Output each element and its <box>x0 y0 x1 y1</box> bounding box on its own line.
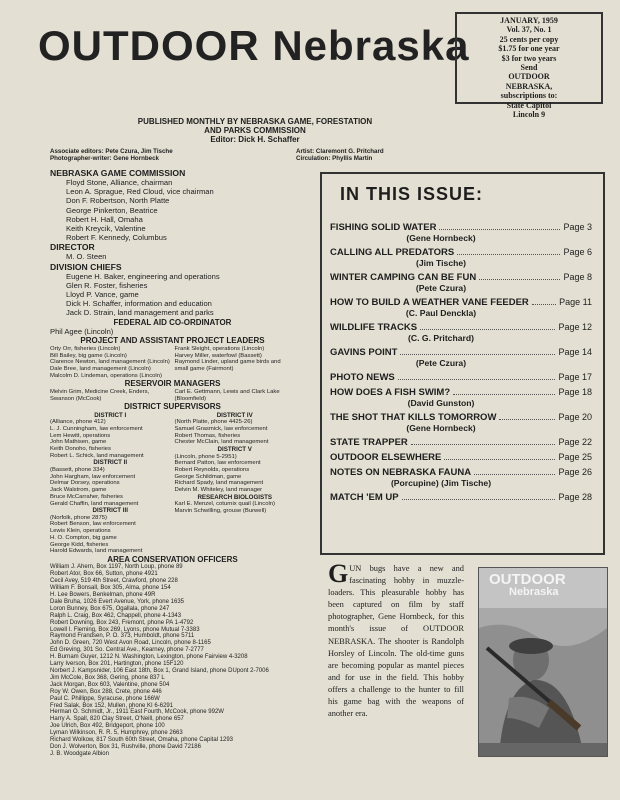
districts-left <box>50 412 171 555</box>
division-chief: Jack D. Strain, land management and parks <box>66 308 214 318</box>
info-line: Lincoln 9 <box>512 110 546 120</box>
toc-row <box>330 437 592 448</box>
cover-story-dropcap: G <box>328 559 349 588</box>
director-heading: DIRECTOR <box>50 242 95 253</box>
district-member: George Kidd, fisheries <box>50 541 109 548</box>
cover-story-text <box>328 559 464 720</box>
toc-row <box>330 492 592 503</box>
in-this-issue-rule <box>320 172 322 555</box>
conservation-officer: Harry A. Spall, 820 Clay Street, O'Neill, phone 657 <box>50 716 184 723</box>
toc-author: (C. G. Pritchard) <box>408 333 474 343</box>
conservation-officer: Ralph L. Craig, Box 462, Chappell, phone 4-1343 <box>50 612 182 619</box>
conservation-officer: Lyman Wilkinson, R. R. 5, Humphrey, phone 2663 <box>50 730 183 737</box>
cover-story-body: UN bugs have a new and fascinating hobby in muzzle-loaders. This pleasurable hobby has been captured on film by staff photographer, Gene Hornbeck, for this month's issue of OUTDOOR NEBRASKA. The shooter is Randolph Horsley of Lincoln. The old-time guns are becoming popular as mantel pieces and for use in the field. This hobby offers a challenge to the hunter to fill his game bag with the weapons of another era. <box>328 564 464 719</box>
info-line: State Capitol <box>506 100 552 110</box>
toc-item <box>330 297 592 318</box>
district-member: Bruce McCarraher, fisheries <box>50 493 124 500</box>
research-biologists <box>175 494 296 515</box>
toc-author: (Pete Czura) <box>415 283 467 293</box>
project-leader: Dale Bree, land management (Lincoln) <box>50 365 151 372</box>
toc-item <box>330 437 592 448</box>
conservation-officer: Fred Salak, Box 152, Mullen, phone KI 6-6291 <box>50 702 174 709</box>
toc-item <box>330 452 592 463</box>
district-phone: (Lincoln, phone 5-2951) <box>174 453 237 460</box>
info-line: JANUARY, 1959 <box>500 16 558 25</box>
toc-title: PHOTO NEWS <box>330 372 395 383</box>
staff-directory <box>50 168 295 758</box>
info-line: NEBRASKA, <box>505 81 553 91</box>
research-member: Karl E. Menzel, coturnix quail (Lincoln) <box>174 501 276 508</box>
district-member: Delvin M. Whiteley, land manager <box>174 487 263 494</box>
reservoir-columns <box>50 389 295 402</box>
toc-page: Page 26 <box>558 467 592 477</box>
toc-row <box>330 467 592 478</box>
district-member: H. O. Compton, big game <box>50 534 117 541</box>
project-leaders-right <box>175 346 296 380</box>
conservation-officer: H. Burnam Guyer, 1212 N. Washington, Lexington, phone Fairview 4-3208 <box>50 654 248 661</box>
associate-editors: Associate editors: Pete Czura, Jim Tische <box>50 148 173 155</box>
reservoir-right: Carl E. Gettmann, Lewis and Clark Lake (Bloomfield) <box>174 388 280 402</box>
division-chief: Eugene H. Baker, engineering and operations <box>66 271 220 281</box>
conservation-officer: Don J. Wolverton, Box 31, Rushville, phone David 72186 <box>50 743 201 750</box>
info-line: OUTDOOR <box>508 72 550 82</box>
conservation-officer: John D. Green, 720 West Avon Road, Lincoln, phone 8-1165 <box>50 640 211 647</box>
conservation-officer: William F. Bonsall, Box 305, Alma, phone 154 <box>50 585 171 592</box>
district-phone: (Bassett, phone 334) <box>50 466 105 473</box>
research-member: Marvin Schwilling, grouse (Burwell) <box>174 508 267 514</box>
toc-leader-dots <box>474 474 555 475</box>
info-line: 25 cents per copy <box>499 34 559 44</box>
conservation-officer: Herman O. Schmidt, Jr., 1911 East Fourth, McCook, phone 992W <box>50 709 224 716</box>
district-member: Jack Walstrom, game <box>50 487 107 494</box>
toc-author: (Pete Czura) <box>415 358 467 368</box>
district-member: Richard Spady, land management <box>174 480 264 487</box>
table-of-contents <box>330 222 592 507</box>
toc-title: WILDLIFE TRACKS <box>330 322 418 333</box>
conservation-officer: Lowell I. Fleming, Box 269, Lyons, phone Mutual 7-3383 <box>50 626 200 633</box>
conservation-officer: Richard Wolkow, 817 South 60th Street, Omaha, phone Capital 1293 <box>50 737 234 744</box>
toc-row <box>330 322 592 333</box>
district-4 <box>175 412 296 446</box>
project-leaders-heading: PROJECT AND ASSISTANT PROJECT LEADERS <box>80 336 265 346</box>
toc-title: STATE TRAPPER <box>330 437 408 448</box>
district-member: Robert Thomas, fisheries <box>174 432 241 439</box>
info-line: $3 for two years <box>501 53 557 63</box>
subscription-info-box <box>455 12 603 120</box>
conservation-officer: Loron Bunney, Box 675, Ogallala, phone 247 <box>50 605 170 612</box>
toc-author: (Porcupine) (Jim Tische) <box>390 478 492 488</box>
in-this-issue-title: IN THIS ISSUE: <box>340 184 484 204</box>
info-line: subscriptions to: <box>500 91 558 101</box>
toc-item <box>330 467 592 488</box>
toc-leader-dots <box>453 394 555 395</box>
district-member: John Mathisen, game <box>50 439 107 446</box>
district-member: Harold Edwards, land management <box>50 548 143 555</box>
artist-credit: Artist: Claremont G. Pritchard <box>296 148 384 155</box>
commission-list <box>50 178 295 242</box>
district-member: Keith Donoho, fisheries <box>50 446 111 453</box>
circulation-credit: Circulation: Phyllis Martin <box>296 155 373 162</box>
district-1 <box>50 412 171 460</box>
commission-member: Don F. Robertson, North Platte <box>66 196 170 206</box>
director-name: M. O. Steen <box>66 252 107 262</box>
project-leaders-left <box>50 346 171 380</box>
commission-member: Robert F. Kennedy, Columbus <box>66 233 167 243</box>
toc-leader-dots <box>420 329 555 330</box>
district-member: George Schildman, game <box>174 473 242 480</box>
federal-aid-name: Phil Agee (Lincoln) <box>50 327 114 337</box>
district-heading: DISTRICT I <box>94 411 127 419</box>
project-leader: Frank Sleight, operations (Lincoln) <box>174 345 265 352</box>
conservation-officer: Jack Morgan, Box 603, Valentine, phone 504 <box>50 681 170 688</box>
toc-leader-dots <box>479 279 560 280</box>
toc-item <box>330 322 592 343</box>
conservation-officers-heading: AREA CONSERVATION OFFICERS <box>107 554 238 564</box>
conservation-officer: Robert Downing, Box 243, Fremont, phone PA 1-4792 <box>50 619 194 626</box>
division-chief: Glen R. Foster, fisheries <box>66 280 148 290</box>
project-leader: Clarence Newton, land management (Lincoln) <box>50 359 170 366</box>
project-leader: Harvey Miller, waterfowl (Bassett) <box>174 352 262 359</box>
reservoir-left: Melvin Grim, Medicine Creek, Enders, Swanson (McCook) <box>50 388 150 402</box>
district-member: Chester McClain, land management <box>174 439 269 446</box>
federal-aid-heading: FEDERAL AID CO-ORDINATOR <box>113 317 232 327</box>
toc-page: Page 14 <box>558 347 592 357</box>
district-member: Delmar Dorsey, operations <box>50 480 120 487</box>
toc-page: Page 28 <box>558 492 592 502</box>
commission-member: Floyd Stone, Alliance, chairman <box>66 178 173 187</box>
toc-leader-dots <box>444 459 555 460</box>
toc-item <box>330 347 592 368</box>
district-phone: (Alliance, phone 412) <box>50 419 106 426</box>
reservoir-heading: RESERVOIR MANAGERS <box>124 379 221 389</box>
district-member: Robert Reynolds, operations <box>174 466 250 473</box>
toc-item <box>330 492 592 503</box>
toc-row <box>330 412 592 423</box>
info-line: Vol. 37, No. 1 <box>506 25 552 35</box>
toc-row <box>330 222 592 233</box>
cover-logo-line-1: OUTDOOR <box>489 571 566 588</box>
toc-page: Page 18 <box>558 387 592 397</box>
editor-line: Editor: Dick H. Schaffer <box>210 135 300 144</box>
district-2 <box>50 459 171 507</box>
toc-page: Page 3 <box>563 222 592 232</box>
conservation-officer: Raymond Frandsen, P. O. 373, Humboldt, phone 5711 <box>50 633 195 640</box>
cover-thumbnail-photo <box>478 567 608 757</box>
division-chiefs-heading: DIVISION CHIEFS <box>50 261 122 272</box>
toc-title: HOW DOES A FISH SWIM? <box>330 387 451 398</box>
publisher-line-2: AND PARKS COMMISSION <box>204 126 306 135</box>
district-supervisors-heading: DISTRICT SUPERVISORS <box>124 402 221 412</box>
publisher-block <box>90 117 420 144</box>
project-leader: Bill Bailey, big game (Lincoln) <box>50 352 127 359</box>
conservation-officer: Paul C. Phillippe, Syracuse, phone 166W <box>50 695 160 702</box>
toc-leader-dots <box>402 499 556 500</box>
district-heading: DISTRICT V <box>217 446 252 454</box>
photographer-writer: Photographer-writer: Gene Hornbeck <box>50 155 159 162</box>
district-member: John Hargham, law enforcement <box>50 473 136 480</box>
division-chief: Lloyd P. Vance, game <box>66 290 139 300</box>
toc-author: (C. Paul Denckla) <box>405 308 477 318</box>
district-member: L. J. Cunningham, law enforcement <box>50 425 143 432</box>
toc-leader-dots <box>457 254 560 255</box>
conservation-officer: William J. Ahern, Box 1197, North Loup, phone 89 <box>50 564 183 571</box>
division-chiefs-list <box>50 272 295 318</box>
district-3 <box>50 507 171 555</box>
toc-page: Page 6 <box>563 247 592 257</box>
conservation-officer: H. Lee Bowers, Benkelman, phone 49R <box>50 592 156 599</box>
conservation-officer: Ed Greving, 301 So. Central Ave., Kearney, phone 7-2777 <box>50 647 204 654</box>
division-chief: Dick H. Schaffer, information and education <box>66 299 212 309</box>
toc-author: (Gene Hornbeck) <box>406 233 476 243</box>
toc-leader-dots <box>411 444 556 445</box>
toc-author: (Jim Tische) <box>416 258 466 268</box>
district-heading: DISTRICT III <box>92 507 128 515</box>
district-heading: DISTRICT IV <box>216 411 253 419</box>
publisher-line-1: PUBLISHED MONTHLY BY NEBRASKA GAME, FORESTATION <box>137 117 373 126</box>
info-line: Send <box>520 63 538 73</box>
district-member: Robert L. Schick, land management <box>50 452 144 459</box>
conservation-officer: Jim McCole, Box 368, Gering, phone 837 L <box>50 674 165 681</box>
toc-page: Page 17 <box>558 372 592 382</box>
commission-heading: NEBRASKA GAME COMMISSION <box>50 168 186 178</box>
commission-member: Robert H. Hall, Omaha <box>66 214 143 224</box>
district-member: Samuel Grasmick, law enforcement <box>174 425 268 432</box>
toc-item <box>330 372 592 383</box>
project-leader: Orty Orr, fisheries (Lincoln) <box>50 345 121 352</box>
districts-right <box>175 412 296 555</box>
toc-author: (David Gunston) <box>407 398 475 408</box>
conservation-officer: Joe Ulrich, Box 492, Bridgeport, phone 100 <box>50 723 165 730</box>
cover-logo-line-2: Nebraska <box>509 586 559 598</box>
toc-page: Page 22 <box>558 437 592 447</box>
toc-row <box>330 387 592 398</box>
toc-leader-dots <box>398 379 556 380</box>
magazine-title: OUTDOOR Nebraska <box>38 22 470 69</box>
toc-item <box>330 222 592 243</box>
toc-title: MATCH 'EM UP <box>330 492 399 503</box>
district-member: Bernard Patton, law enforcement <box>174 460 261 467</box>
conservation-officer: Robert Ator, Box 66, Sutton, phone 4921 <box>50 571 158 578</box>
project-leaders-columns <box>50 346 295 380</box>
research-heading: RESEARCH BIOLOGISTS <box>197 493 273 501</box>
project-leader: Raymond Linder, upland game birds and small game (Fairmont) <box>174 359 281 372</box>
toc-title: THE SHOT THAT KILLS TOMORROW <box>330 412 497 423</box>
toc-page: Page 11 <box>559 297 592 307</box>
conservation-officer: Norbert J. Kampsnider, 106 East 18th, Box 1, Grand Island, phone DUpont 2-7006 <box>50 668 269 675</box>
district-member: Lem Hewitt, operations <box>50 432 111 439</box>
toc-leader-dots <box>532 304 556 305</box>
toc-row <box>330 272 592 283</box>
toc-item <box>330 387 592 408</box>
district-member: Robert Benson, law enforcement <box>50 521 136 528</box>
toc-page: Page 20 <box>558 412 592 422</box>
district-phone: (North Platte, phone 4425-26) <box>174 419 253 426</box>
district-5 <box>175 446 296 494</box>
toc-page: Page 12 <box>558 322 592 332</box>
district-phone: (Norfolk, phone 2875) <box>50 514 107 521</box>
toc-page: Page 25 <box>558 452 592 462</box>
districts-columns <box>50 412 295 555</box>
conservation-officer: Dale Bruha, 1026 Evert Avenue, York, phone 1635 <box>50 598 184 605</box>
commission-member: Leon A. Sprague, Red Cloud, vice chairman <box>66 187 214 197</box>
toc-row <box>330 347 592 358</box>
toc-leader-dots <box>499 419 555 420</box>
district-member: Lewis Klein, operations <box>50 528 111 535</box>
project-leader: Malcolm D. Lindeman, operations (Lincoln) <box>50 372 162 379</box>
toc-leader-dots <box>400 354 555 355</box>
toc-title: OUTDOOR ELSEWHERE <box>330 452 442 463</box>
toc-leader-dots <box>439 229 560 230</box>
toc-title: FISHING SOLID WATER <box>330 222 437 233</box>
conservation-officer: J. B. Woodgate Albion <box>50 750 109 757</box>
info-line: $1.75 for one year <box>498 44 560 54</box>
toc-page: Page 8 <box>563 272 592 282</box>
conservation-officer: Larry Iverson, Box 201, Hartington, phone 15F120 <box>50 661 184 668</box>
toc-author: (Gene Hornbeck) <box>406 423 476 433</box>
toc-row <box>330 297 592 308</box>
district-heading: DISTRICT II <box>93 459 128 467</box>
toc-title: NOTES ON NEBRASKA FAUNA <box>330 467 472 478</box>
toc-title: WINTER CAMPING CAN BE FUN <box>330 272 477 283</box>
toc-row <box>330 452 592 463</box>
toc-title: CALLING ALL PREDATORS <box>330 247 455 258</box>
conservation-officers-list <box>50 564 295 757</box>
toc-row <box>330 247 592 258</box>
toc-item <box>330 247 592 268</box>
toc-item <box>330 412 592 433</box>
commission-member: George Pinkerton, Beatrice <box>66 205 158 215</box>
toc-item <box>330 272 592 293</box>
toc-row <box>330 372 592 383</box>
district-member: Gerald Chaffin, land management <box>50 500 139 507</box>
conservation-officer: Roy W. Owen, Box 288, Crete, phone 446 <box>50 688 162 695</box>
toc-title: HOW TO BUILD A WEATHER VANE FEEDER <box>330 297 529 308</box>
commission-member: Keith Kreycik, Valentine <box>66 224 146 234</box>
conservation-officer: Cecil Avey, 519 4th Street, Crawford, phone 228 <box>50 578 178 585</box>
toc-title: GAVINS POINT <box>330 347 398 358</box>
